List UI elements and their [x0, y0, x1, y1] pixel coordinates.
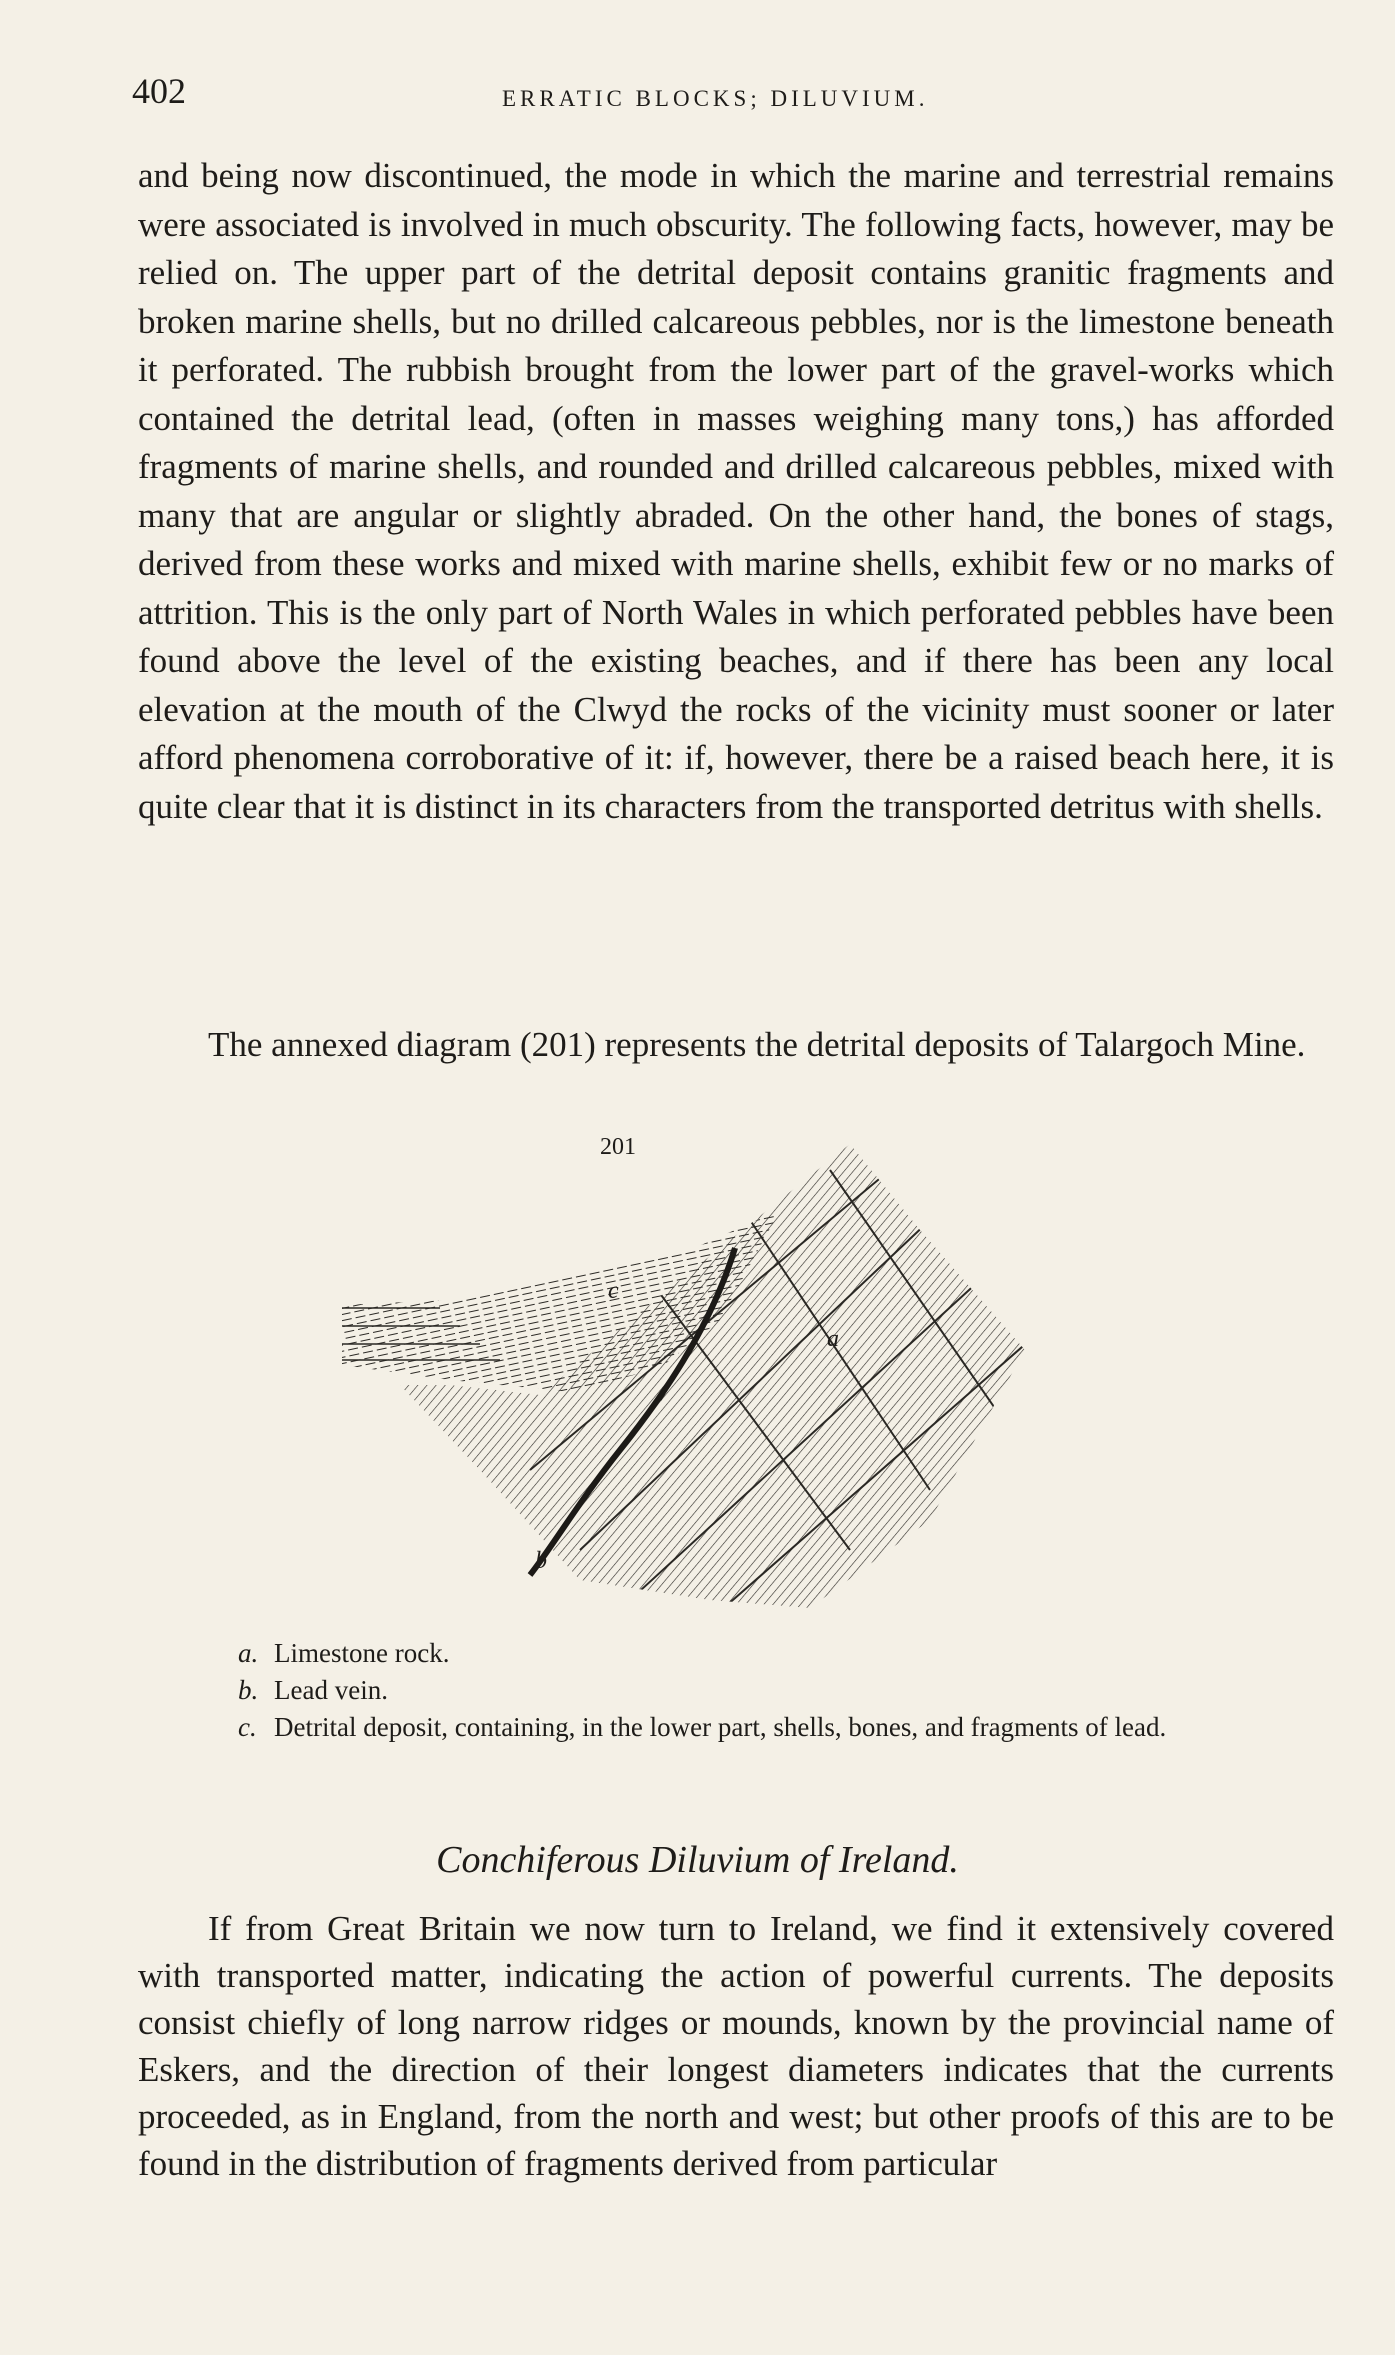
page-number: 402 — [132, 71, 186, 111]
legend-item-b — [238, 1672, 1338, 1709]
legend-key: b. — [238, 1675, 259, 1705]
label-a: a — [827, 1326, 839, 1352]
figure-legend — [238, 1635, 1338, 1746]
figure-number: 201 — [600, 1134, 636, 1160]
section-heading: Conchiferous Diluvium of Ireland. — [436, 1839, 959, 1881]
legend-text: Lead vein. — [274, 1675, 388, 1705]
legend-text: Limestone rock. — [274, 1638, 450, 1668]
label-b: b — [535, 1548, 547, 1574]
label-c: c — [608, 1278, 619, 1304]
legend-item-c — [238, 1709, 1338, 1746]
paragraph-3: If from Great Britain we now turn to Ireland, we find it extensively covered with transported matter, indicating the action of powerful currents. The deposits consist chiefly of long narrow ridges or mounds, known by the provincial name of Eskers, and the direction of their longest diameters indicates that the currents proceeded, as in England, from the north and west; but other proofs of this are to be found in the distribution of fragments derived from particular — [138, 1909, 1334, 2183]
paragraph-2: The annexed diagram (201) represents the detrital deposits of Talargoch Mine. — [208, 1025, 1306, 1064]
legend-key: a. — [238, 1638, 259, 1668]
geological-section-diagram — [330, 1130, 1140, 1630]
legend-key: c. — [238, 1712, 257, 1742]
paragraph-1: and being now discontinued, the mode in which the marine and terrestrial remains were associated is involved in much obscurity. The following facts, however, may be relied on. The upper part of the detrital deposit contains granitic fragments and broken marine shells, but no drilled calcareous pebbles, nor is the limestone beneath it perforated. The rubbish brought from the lower part of the gravel-works which contained the detrital lead, (often in masses weighing many tons,) has afforded fragments of marine shells, and rounded and drilled calcareous pebbles, mixed with many that are angular or slightly abraded. On the other hand, the bones of stags, derived from these works and mixed with marine shells, exhibit few or no marks of attrition. This is the only part of North Wales in which perforated pebbles have been found above the level of the existing beaches, and if there has been any local elevation at the mouth of the Clwyd the rocks of the vicinity must sooner or later afford phenomena corroborative of it: if, however, there be a raised beach here, it is quite clear that it is distinct in its characters from the transported detritus with shells. — [138, 156, 1334, 826]
legend-item-a — [238, 1635, 1338, 1672]
legend-text: Detrital deposit, containing, in the lower part, shells, bones, and fragments of lead. — [274, 1712, 1167, 1742]
figure-201 — [330, 1130, 1140, 1630]
running-head — [132, 70, 1342, 120]
running-title: ERRATIC BLOCKS; DILUVIUM. — [502, 86, 929, 111]
